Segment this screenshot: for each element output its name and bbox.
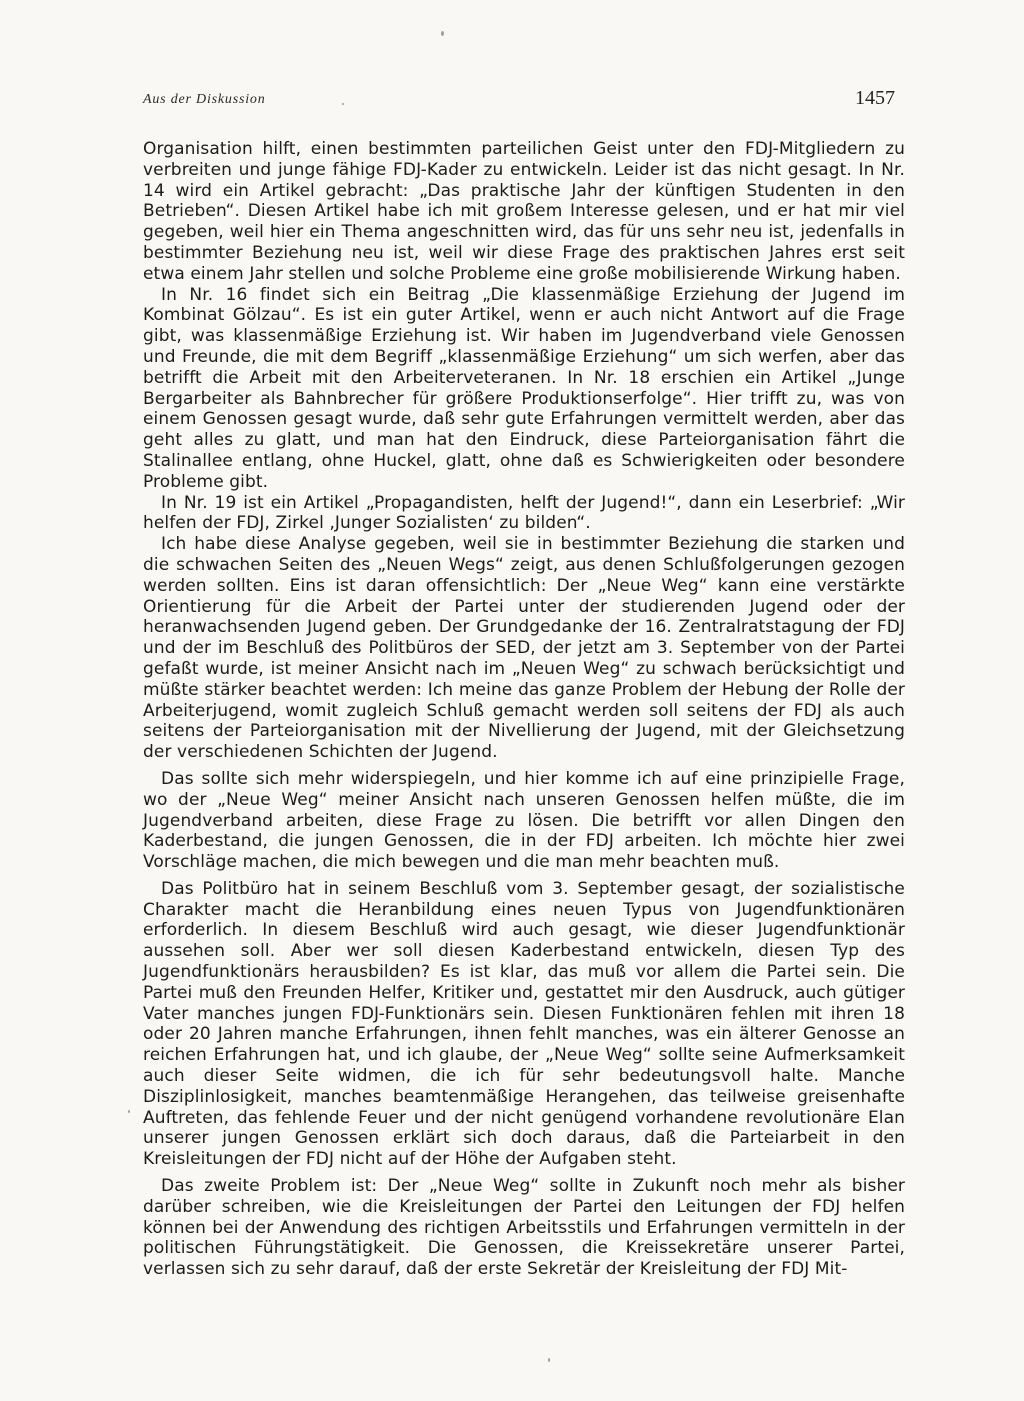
paragraph: Das zweite Problem ist: Der „Neue Weg“ sollte in Zukunft noch mehr als bisher darüber schreiben, wie die Kreisleitungen der Partei den Leitungen der FDJ helfen können bei der Anwendung des richtigen Arbeitsstils und Erfahrungen vermitteln in der politischen Führungstätigkeit. Die Genossen, die Kreissekretäre unserer Partei, verlassen sich zu sehr darauf, daß der erste Sekretär der Kreisleitung der FDJ Mit- [143, 1176, 905, 1280]
paragraph: Ich habe diese Analyse gegeben, weil sie in bestimmter Beziehung die starken und die schwachen Seiten des „Neuen Wegs“ zeigt, aus denen Schlußfolgerungen gezogen werden sollten. Eins ist daran offensichtlich: Der „Neue Weg“ kann eine verstärkte Orientierung für die Arbeit der Partei unter der studierenden Jugend oder der heranwachsenden Jugend geben. Der Grundgedanke der 16. Zentralratstagung der FDJ und der im Beschluß des Politbüros der SED, der jetzt am 3. September von der Partei gefaßt wurde, ist meiner Ansicht nach im „Neuen Weg“ zu schwach berücksichtigt und müßte stärker beachtet werden: Ich meine das ganze Problem der Hebung der Rolle der Arbeiterjugend, womit zugleich Schluß gemacht werden soll seitens der FDJ als auch seitens der Parteiorganisation mit der Nivellierung der Jugend, mit der Gleichsetzung der verschiedenen Schichten der Jugend. [143, 534, 905, 763]
paragraph: In Nr. 19 ist ein Artikel „Propagandisten, helft der Jugend!“, dann ein Leserbrief: „Wir helfen der FDJ, Zirkel ‚Junger Sozialisten‘ zu bilden“. [143, 492, 905, 534]
paragraph: Das Politbüro hat in seinem Beschluß vom 3. September gesagt, der sozialistische Charakter macht die Heranbildung eines neuen Typus von Jugendfunktionären erforderlich. In diesem Beschluß wird auch gesagt, wie dieser Jugendfunktionär aussehen soll. Aber wer soll diesen Kaderbestand entwickeln, diesen Typ des Jugendfunktionärs herausbilden? Es ist klar, das muß vor allem die Partei sein. Die Partei muß den Freunden Helfer, Kritiker und, gestattet mir den Ausdruck, auch gütiger Vater manches jungen FDJ-Funktionärs sein. Diesen Funktionären fehlen mit ihren 18 oder 20 Jahren manche Erfahrungen, ihnen fehlt manches, was ein älterer Genosse an reichen Erfahrungen hat, und ich glaube, der „Neue Weg“ sollte seine Aufmerksamkeit auch dieser Seite widmen, die ich für sehr bedeutungsvoll halte. Manche Disziplinlosigkeit, manches beamtenmäßige Herangehen, das teilweise greisenhafte Auftreten, das fehlende Feuer und der nicht genügend vorhandene revolutionäre Elan unserer jungen Genossen erklärt sich doch daraus, daß die Parteiarbeit in den Kreisleitungen der FDJ nicht auf der Höhe der Aufgaben steht. [143, 878, 905, 1170]
scan-speck [128, 1110, 130, 1113]
paragraph: In Nr. 16 findet sich ein Beitrag „Die klassenmäßige Erziehung der Jugend im Kombinat Gölzau“. Es ist ein guter Artikel, wenn er auch nicht Antwort auf die Frage gibt, was klassenmäßige Erziehung ist. Wir haben im Jugendverband viele Genossen und Freunde, die mit dem Begriff „klassenmäßige Erziehung“ um sich werfen, aber das betrifft die Arbeit mit den Arbeiterveteranen. In Nr. 18 erschien ein Artikel „Junge Bergarbeiter als Bahnbrecher für größere Produktionserfolge“. Hier trifft zu, was von einem Genossen gesagt wurde, daß sehr gute Erfahrungen vermittelt werden, aber das geht alles zu glatt, und man hat den Eindruck, diese Parteiorganisation fährt die Stalinallee entlang, ohne Huckel, glatt, ohne daß es Schwierigkeiten oder besondere Probleme gibt. [143, 284, 905, 492]
body-text [143, 139, 905, 1280]
paragraph: Das sollte sich mehr widerspiegeln, und hier komme ich auf eine prinzipielle Frage, wo der „Neue Weg“ meiner Ansicht nach unseren Genossen helfen müßte, die im Jugendverband arbeiten, diese Frage zu lösen. Die betrifft vor allen Dingen den Kaderbestand, die jungen Genossen, die in der FDJ arbeiten. Ich möchte hier zwei Vorschläge machen, die mich bewegen und die man mehr beachten muß. [143, 768, 905, 873]
scan-speck [548, 1358, 550, 1362]
paragraph: Organisation hilft, einen bestimmten parteilichen Geist unter den FDJ-Mitgliedern zu verbreiten und junge fähige FDJ-Kader zu entwickeln. Leider ist das nicht gesagt. In Nr. 14 wird ein Artikel gebracht: „Das praktische Jahr der künftigen Studenten in den Betrieben“. Diesen Artikel habe ich mit großem Interesse gelesen, und er hat mir viel gegeben, weil hier ein Thema angeschnitten wird, das für uns sehr neu ist, jedenfalls in bestimmter Beziehung neu ist, weil wir diese Frage des praktischen Jahres erst seit etwa einem Jahr stellen und solche Probleme eine große mobilisierende Wirkung haben. [143, 139, 905, 284]
scan-speck [441, 31, 444, 36]
running-title: Aus der Diskussion [143, 92, 266, 107]
running-header [143, 87, 905, 114]
page-number: 1457 [855, 87, 895, 109]
